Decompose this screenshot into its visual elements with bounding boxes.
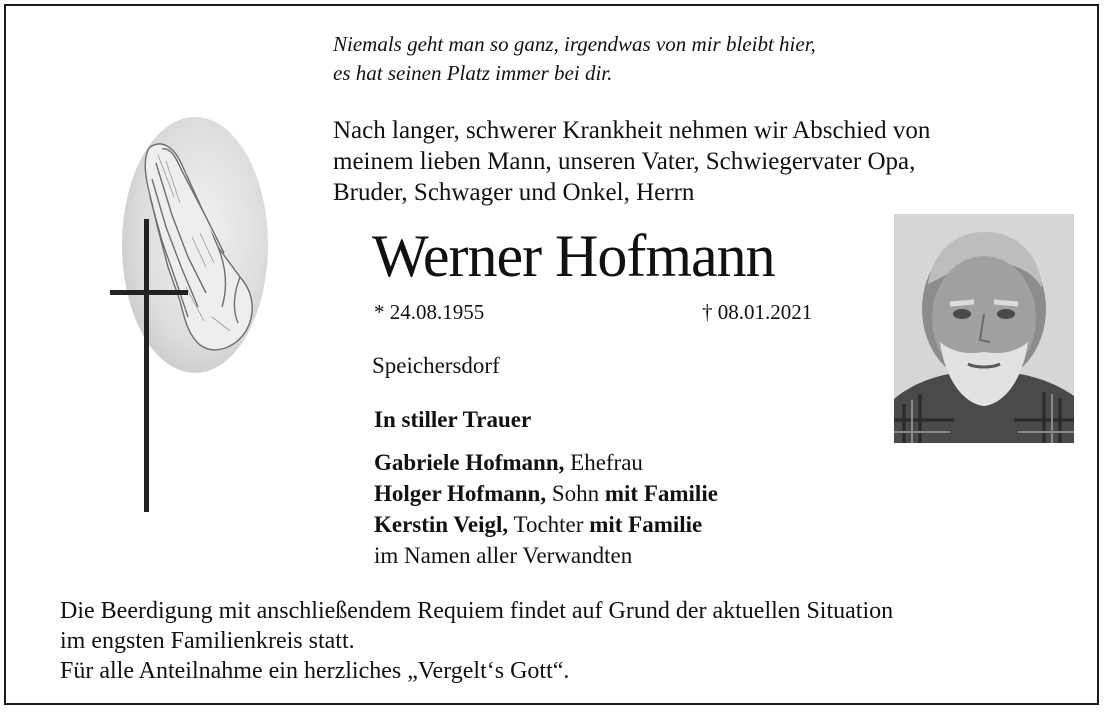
intro-text [333, 115, 930, 208]
mourner-name: Kerstin Veigl, [374, 512, 509, 537]
place: Speichersdorf [372, 353, 500, 378]
quote-line: Niemals geht man so ganz, irgendwas von mir bleibt hier, [333, 32, 816, 56]
mourner-name: Gabriele Hofmann, [374, 450, 565, 475]
mourners-list [374, 447, 718, 571]
intro-line: meinem lieben Mann, unseren Vater, Schwiegervater Opa, [333, 148, 916, 175]
mourners-footer: im Namen aller Verwandten [374, 543, 633, 568]
mourner-relation: Sohn [551, 481, 600, 506]
mourner-relation: Ehefrau [570, 450, 643, 475]
intro-line: Bruder, Schwager und Onkel, Herrn [333, 179, 695, 206]
death-date: † 08.01.2021 [702, 300, 813, 324]
mourner-row [374, 447, 718, 478]
mourning-title: In stiller Trauer [374, 407, 532, 432]
quote-line: es hat seinen Platz immer bei dir. [333, 61, 613, 85]
portrait-photo [894, 214, 1074, 443]
mourner-name: Holger Hofmann, [374, 481, 547, 506]
closing-line: Für alle Anteilnahme ein herzliches „Vergelt‘s Gott“. [60, 658, 570, 684]
closing-text [60, 596, 893, 686]
intro-line: Nach langer, schwerer Krankheit nehmen wir Abschied von [333, 117, 931, 144]
closing-line: im engsten Familienkreis statt. [60, 628, 355, 654]
quote [333, 30, 816, 88]
birth-date: * 24.08.1955 [374, 300, 485, 324]
mourner-row [374, 478, 718, 509]
closing-line: Die Beerdigung mit anschließendem Requiem findet auf Grund der aktuellen Situation [60, 598, 894, 624]
cross-icon [144, 219, 149, 512]
mourner-relation: Tochter [513, 512, 584, 537]
mourner-row [374, 509, 718, 540]
mourner-suffix: mit Familie [589, 512, 703, 537]
deceased-name: Werner Hofmann [372, 223, 775, 289]
mourner-suffix: mit Familie [604, 481, 718, 506]
cross-bar [110, 290, 188, 295]
